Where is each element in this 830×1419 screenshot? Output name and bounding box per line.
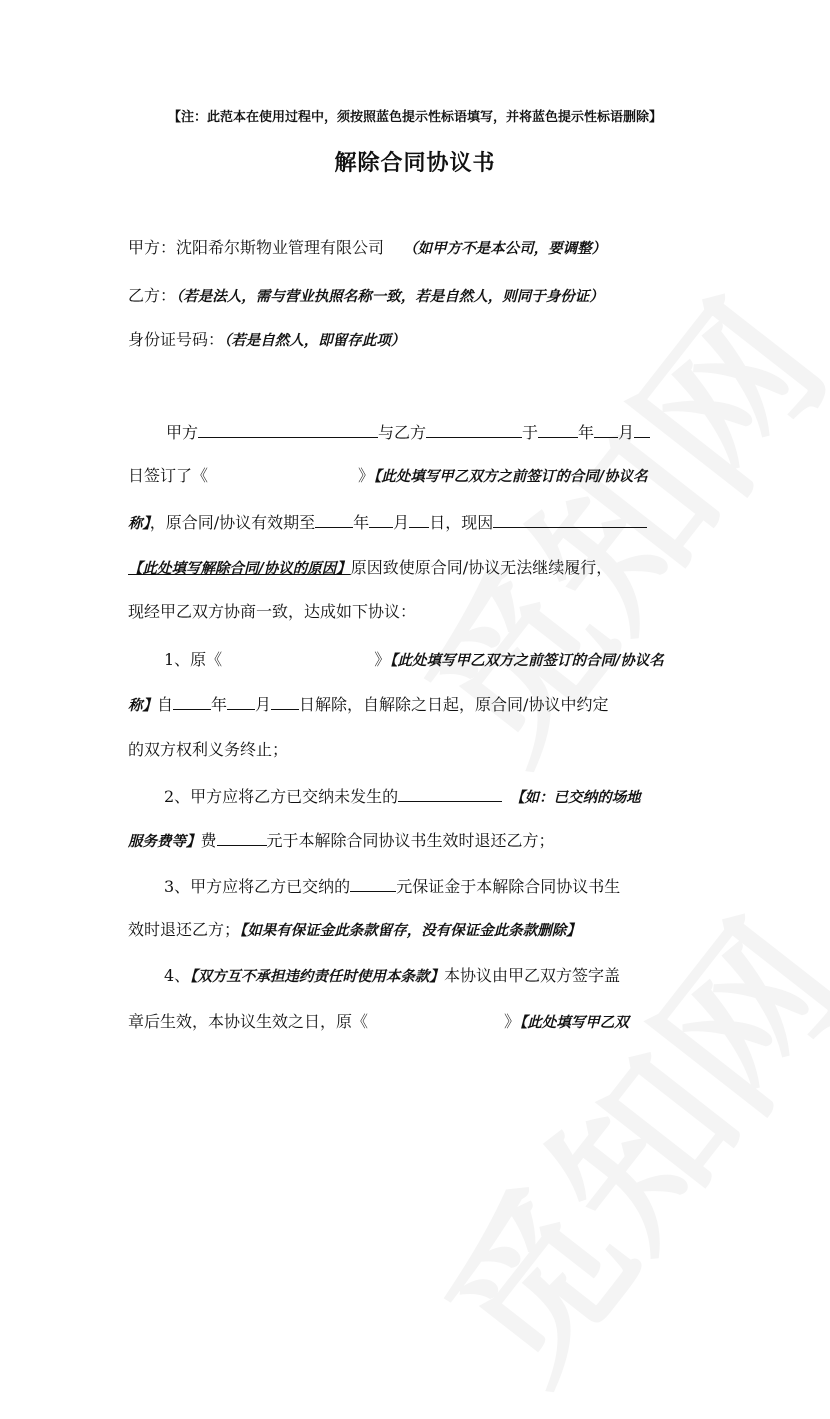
clause-4-text: 章后生效，本协议生效之日，原《 (128, 1012, 369, 1031)
intro-text: 月 (393, 513, 410, 532)
intro-text: 年 (353, 513, 370, 532)
clause-2-line-2 (128, 826, 555, 856)
party-b-line (128, 282, 604, 311)
clause-4-hint: 【双方互不承担违约责任时使用本条款】 (190, 968, 444, 985)
contract-name-hint-end: 称】 (128, 515, 150, 532)
clause-4-text: 4、 (164, 966, 191, 985)
party-a-blank[interactable] (198, 418, 378, 438)
clause-1-text: 自 (157, 695, 174, 714)
clause-3-hint: 【如果有保证金此条款留存，没有保证金此条款删除】 (240, 922, 581, 939)
watermark-bottom (381, 866, 830, 1419)
clause-1-text: 1、原《 (164, 650, 223, 669)
clause-1-text: 日解除，自解除之日起，原合同/协议中约定 (299, 695, 609, 714)
clause-4-text: 本协议由甲乙双方签字盖 (443, 966, 620, 985)
party-b-label: 乙方： (128, 286, 177, 305)
clause-2-text: 2、甲方应将乙方已交纳未发生的 (164, 787, 399, 806)
intro-text: 于 (522, 423, 539, 442)
intro-text: 》 (358, 466, 375, 485)
intro-line-2 (128, 462, 648, 491)
clause-4-line-2 (128, 1008, 629, 1037)
party-a-label: 甲方： (128, 238, 177, 257)
clause-1-day-blank[interactable] (271, 690, 299, 710)
clause-1-month-blank[interactable] (227, 690, 255, 710)
clause-1-hint: 【此处填写甲乙双方之前签订的合同/协议名 (390, 652, 664, 669)
party-a-name: 沈阳希尔斯物业管理有限公司 (176, 238, 385, 257)
contract-name-hint: 【此处填写甲乙双方之前签订的合同/协议名 (374, 468, 648, 485)
valid-day-blank[interactable] (409, 508, 429, 528)
id-number-label: 身份证号码： (128, 330, 225, 349)
clause-1-text: 年 (211, 695, 228, 714)
intro-text: 现经甲乙双方协商一致，达成如下协议： (128, 602, 417, 621)
clause-4-line-1 (164, 962, 620, 991)
intro-line-5 (128, 598, 416, 626)
clause-1-line-1 (164, 646, 664, 675)
clause-3-deposit-blank[interactable] (350, 872, 396, 892)
clause-2-fee-type-blank[interactable] (398, 782, 502, 802)
id-number-hint: （若是自然人，即留存此项） (224, 332, 406, 349)
intro-text: ，原合同/协议有效期至 (149, 513, 316, 532)
intro-text: 年 (578, 423, 595, 442)
reason-hint: 【此处填写解除合同/协议的原因】 (128, 560, 351, 577)
intro-text: 日签订了《 (128, 466, 209, 485)
document-title: 解除合同协议书 (334, 150, 496, 176)
intro-text: 与乙方 (378, 423, 427, 442)
party-a-hint: （如甲方不是本公司，要调整） (403, 240, 607, 257)
party-b-blank[interactable] (426, 418, 522, 438)
valid-month-blank[interactable] (369, 508, 393, 528)
clause-2-text: 费 (200, 831, 217, 850)
clause-4-hint-end: 【此处填写甲乙双 (520, 1014, 629, 1031)
clause-2-hint: 【如：已交纳的场地 (510, 789, 641, 806)
intro-line-3 (128, 508, 647, 538)
month-blank[interactable] (594, 418, 618, 438)
clause-3-line-2 (128, 916, 581, 945)
clause-3-line-1 (164, 872, 620, 901)
clause-1-line-2 (128, 690, 608, 720)
clause-2-hint-end: 服务费等】 (128, 833, 201, 850)
intro-line-1 (166, 418, 650, 447)
clause-2-line-1 (164, 782, 641, 812)
clause-1-text: 月 (255, 695, 272, 714)
template-note: 【注：此范本在使用过程中，须按照蓝色提示性标语填写，并将蓝色提示性标语删除】 (167, 110, 662, 125)
intro-text: 日，现因 (429, 513, 494, 532)
clause-1-line-3 (128, 736, 288, 764)
intro-text: 原因致使原合同/协议无法继续履行， (350, 558, 613, 577)
id-number-line (128, 326, 405, 355)
clause-3-text: 元保证金于本解除合同协议书生 (396, 877, 621, 896)
clause-1-text: 的双方权利义务终止； (128, 740, 289, 759)
clause-3-text: 效时退还乙方； (128, 920, 241, 939)
intro-text: 月 (618, 423, 635, 442)
party-b-hint: （若是法人，需与营业执照名称一致，若是自然人，则同于身份证） (176, 288, 604, 305)
valid-year-blank[interactable] (315, 508, 353, 528)
clause-1-year-blank[interactable] (173, 690, 211, 710)
clause-1-hint-end: 称】 (128, 697, 157, 714)
clause-4-text: 》 (504, 1012, 521, 1031)
intro-text: 甲方 (166, 423, 199, 442)
clause-2-text: 元于本解除合同协议书生效时退还乙方； (266, 831, 555, 850)
reason-blank[interactable] (493, 508, 647, 528)
clause-3-text: 3、甲方应将乙方已交纳的 (164, 877, 351, 896)
intro-line-4 (128, 554, 612, 583)
year-blank[interactable] (538, 418, 578, 438)
party-a-line (128, 234, 606, 263)
day-blank[interactable] (634, 418, 650, 438)
clause-2-amount-blank[interactable] (217, 826, 267, 846)
clause-1-text: 》 (374, 650, 391, 669)
